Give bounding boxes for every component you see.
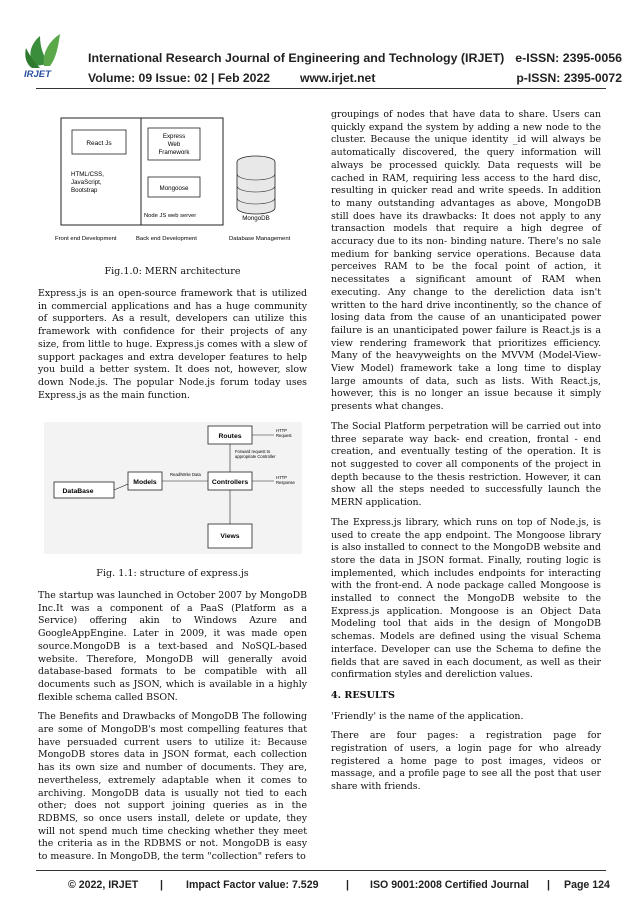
left-column [38,288,307,409]
page-header [18,30,628,90]
mongoose-label: Mongoose [159,185,189,192]
mongodb-cylinder-icon [237,156,275,214]
paragraph-pages: There are four pages: a registration page for registration of users, a login page for who already registered a home page to post images, videos or massage, and a profile page to see all the post that user share with friends. [331,730,601,793]
footer-separator: | [160,879,163,891]
database-label: Database Management [229,236,291,242]
footer-impact-factor: Impact Factor value: 7.529 [186,879,319,891]
paragraph-mongodb-history: The startup was launched in October 2007 by MongoDB Inc.It was a component of a PaaS (Platform as a Service) offering akin to Windows Azure and GoogleAppEngine. Later in 2009, it was made open source.MongoDB is a text-based and NoSQL-based website. Therefore, MongoDB will generally avoid database-based formats to be compatible with all documents such as JSON, which is available in a highly flexible schema called BSON. [38,590,307,703]
react-label: React Js [86,140,112,147]
footer-divider [36,870,606,871]
express-line-2: Web [167,141,181,148]
right-column [331,109,601,801]
forward-line-1: Forward request to [235,449,271,454]
paragraph-express: Express.js is an open-source framework that is utilized in commercial applications and has a huge community of supporters. As a result, developers can utilize this framework with confidence for their projects of any size, from little to huge. Express.js comes with a slew of support packages and extra developer features to help you build a better system. It does not, however, slow down Node.js. The popular Node.js forum today uses Express.js as the main function. [38,288,307,401]
e-issn: e-ISSN: 2395-0056 [515,51,622,65]
http-response-line-2: Response [276,480,295,485]
html-line-2: JavaScript, [71,179,102,186]
express-line-3: Framework [158,149,190,156]
express-structure-figure [44,422,302,554]
section-heading-results: 4. RESULTS [331,689,395,701]
html-line-1: HTML/CSS, [71,171,105,178]
p-issn: p-ISSN: 2395-0072 [516,71,622,85]
paragraph-express-library: The Express.js library, which runs on top of Node.js, is used to create the app endpoint. The Mongoose library is also installed to connect to the MongoDB website and store the data in JSON format. Finally, routing logic is implemented, which includes endpoints for interacting with the front-end. A node package called Mongoose is installed to connect the MongoDB website to the Express.js application. Mongoose is an Object Data Modeling tool that aids in the design of MongoDB schemas. Models are defined using the visual Schema interface. Developer can use the Schema to define the fields that are saved in each document, as well as their confirmation styles and dereliction values. [331,516,601,681]
mern-architecture-figure [55,112,303,247]
http-request-line-2: Request [276,433,292,438]
journal-website[interactable]: www.irjet.net [300,71,376,85]
volume-issue: Volume: 09 Issue: 02 | Feb 2022 [88,71,271,85]
backend-label: Back end Development [136,236,197,242]
journal-title: International Research Journal of Engineering and Technology (IRJET) [88,51,505,65]
models-label: Models [133,479,157,486]
footer-separator: | [346,879,349,891]
footer-separator: | [547,879,550,891]
frontend-label: Front end Development [55,236,117,242]
read-write-label: Read/Write Data [170,472,201,477]
footer-copyright: © 2022, IRJET [68,879,139,891]
controllers-label: Controllers [211,479,249,486]
http-request-line-1: HTTP [276,428,287,433]
footer-iso: ISO 9001:2008 Certified Journal [370,879,529,891]
routes-label: Routes [218,433,242,440]
logo-text: IRJET [24,69,51,80]
forward-line-2: appropriate Controller [235,454,276,459]
footer-page-number: Page 124 [564,879,610,891]
left-column-lower [38,590,307,871]
irjet-logo [18,30,74,80]
paragraph-mongodb-benefits: The Benefits and Drawbacks of MongoDB The following are some of MongoDB's most compelling features that have persuaded current users to utilize it: Because MongoDB stores data in JSON format, each collection has its own size and number of documents. They are, nevertheless, extremely adaptable when it comes to archiving. MongoDB data is usually not tied to each other; does not support joining queries as in the RDBMS, so once users install, delete or update, they will not spend much time checking whether they meet the criteria as in the RDBMS or not. MongoDB is easy to measure. In MongoDB, the term "collection" refers to [38,711,307,863]
express-line-1: Express [162,133,186,140]
http-response-line-1: HTTP [276,475,287,480]
html-line-3: Bootstrap [71,187,98,194]
views-label: Views [220,533,240,540]
paragraph-mongodb-drawbacks: groupings of nodes that have data to share. Users can quickly expand the system by adding a new node to the cluster. Because the unique identity _id will always be automatically discovered, the query information will always be processed quickly. Data requests will be cached in RAM, requiring less access to the hard disc, resulting in quicker read and write speeds. In addition to many outstanding advantages as above, MongoDB still does have its drawbacks: It does not apply to any transaction models that require a high degree of accuracy due to its non- binding nature. There's no sale medium for banking service operations. Because data perceives RAM to be the focal point of action, it necessitates a significant amount of RAM when executing. Any change to the dereliction data isn't written to the hard drive incontinently, so the chance of losing data from the cause of an unanticipated power failure is an unanticipated power failure is React.js is a view rendering framework that prioritizes efficiency. Many of the heavyweights on the MVVM (Model-View-View Model) framework take a long time to display large amounts of data, such as lists. With React.js, however, this is no longer an issue because it simply presents what changes. [331,109,601,413]
mongodb-label: MongoDB [242,215,270,222]
figure-1-caption: Fig.1.0: MERN architecture [104,266,241,277]
paragraph-social-platform: The Social Platform perpetration will be carried out into three separate way back- end creation, frontal - end creation, and eventually testing of the operation. It is not suggested to cover all components of the project in depth because to the thesis restriction. However, it can show all the steps needed to successfully launch the MERN application. [331,420,601,509]
figure-2-caption: Fig. 1.1: structure of express.js [96,568,249,579]
header-divider [36,88,606,89]
paragraph-app-name: 'Friendly' is the name of the application. [331,710,524,722]
database-box-label: DataBase [62,488,94,495]
node-server-label: Node JS web server [144,213,197,219]
